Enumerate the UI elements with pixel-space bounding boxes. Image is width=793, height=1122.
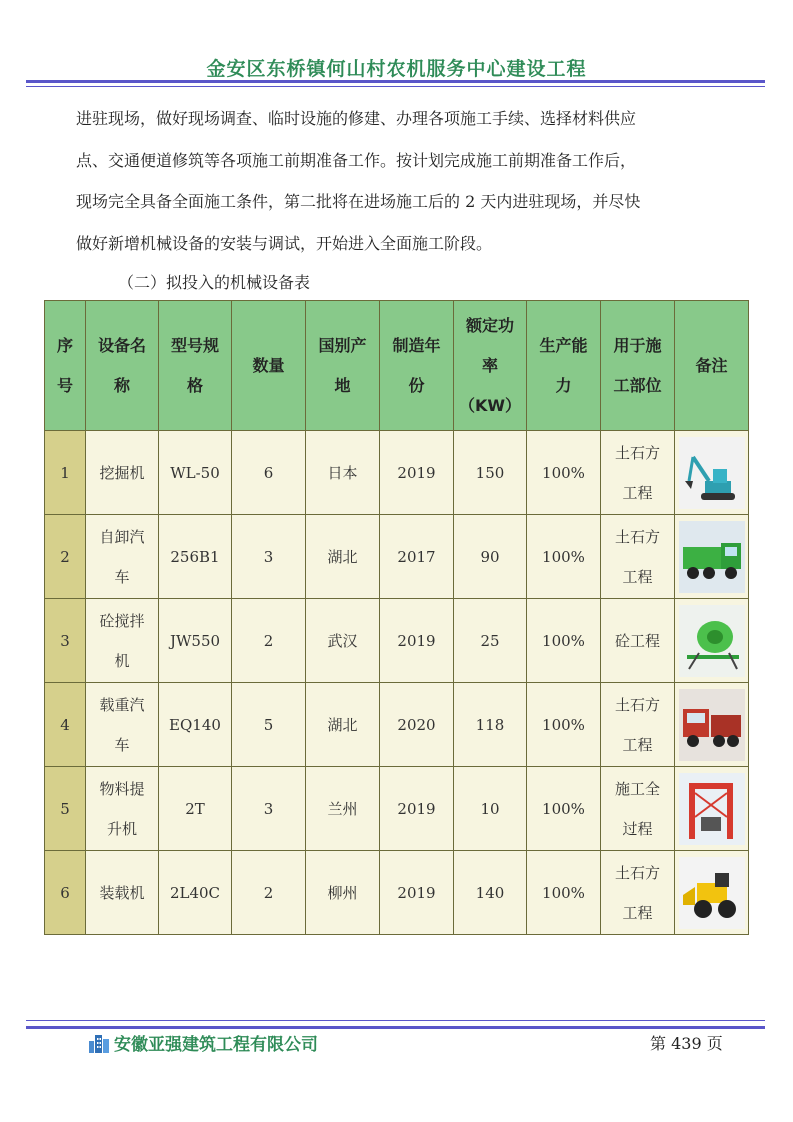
cell-text: 物料提 (99, 779, 145, 798)
cell-text: 100% (542, 883, 585, 902)
header-text: 额定功 (465, 315, 514, 335)
cell-text: 2020 (397, 715, 436, 734)
dump-truck-image (679, 521, 745, 593)
cell-text: 25 (480, 631, 500, 650)
cell-text: 湖北 (327, 715, 358, 734)
cell-usage (601, 515, 675, 599)
cell-text: 工程 (622, 903, 653, 922)
cell-text: 自卸汽 (99, 527, 145, 546)
cell-text: 湖北 (327, 547, 358, 566)
header-text: 工部位 (613, 375, 662, 395)
cell-usage (601, 683, 675, 767)
cell-text: 5 (263, 715, 274, 734)
cell-text: 工程 (622, 483, 653, 502)
header-year (380, 301, 454, 431)
cell-year (380, 515, 454, 599)
header-name (86, 301, 159, 431)
cell-text: 3 (263, 547, 274, 566)
cell-qty (232, 515, 306, 599)
table-row (45, 683, 749, 767)
table-row (45, 431, 749, 515)
cell-origin (306, 683, 380, 767)
cell-text: 过程 (622, 819, 653, 838)
header-qty (232, 301, 306, 431)
table-body (45, 431, 749, 935)
cell-qty (232, 851, 306, 935)
cell-origin (306, 851, 380, 935)
header-text: 国别产 (318, 335, 367, 355)
header-text: 力 (555, 375, 572, 395)
cell-year (380, 851, 454, 935)
cell-text: 6 (60, 883, 70, 902)
cell-text: 工程 (622, 567, 653, 586)
cell-model (159, 767, 232, 851)
header-origin (306, 301, 380, 431)
cell-text: 机 (114, 651, 130, 670)
cell-qty (232, 431, 306, 515)
cell-capacity (527, 431, 601, 515)
cell-no (45, 515, 86, 599)
cell-text: 2019 (397, 631, 436, 650)
cell-capacity (527, 599, 601, 683)
header-rule-thin (26, 86, 765, 87)
cell-year (380, 599, 454, 683)
header-text: 型号规 (170, 335, 219, 355)
cell-text: 2 (263, 883, 274, 902)
cell-text: 工程 (622, 735, 653, 754)
cell-qty (232, 599, 306, 683)
cell-text: 日本 (327, 463, 358, 482)
cell-text: 100% (542, 715, 585, 734)
cell-year (380, 767, 454, 851)
header-text: 份 (408, 375, 425, 395)
cell-text: 挖掘机 (99, 463, 145, 482)
footer-rule-thin (26, 1020, 765, 1021)
cell-remark (675, 683, 749, 767)
cell-power (454, 683, 527, 767)
cell-text: 118 (475, 715, 505, 734)
cell-remark (675, 851, 749, 935)
cell-text: 2019 (397, 799, 436, 818)
cell-power (454, 851, 527, 935)
cell-qty (232, 767, 306, 851)
cell-remark (675, 767, 749, 851)
cell-name (86, 431, 159, 515)
building-icon (88, 1033, 110, 1053)
cell-year (380, 431, 454, 515)
cell-text: JW550 (169, 631, 221, 650)
cell-text: 土石方 (614, 443, 660, 462)
cell-remark (675, 515, 749, 599)
cell-name (86, 767, 159, 851)
header-text: 地 (334, 375, 351, 395)
cell-text: 90 (480, 547, 500, 566)
table-row (45, 851, 749, 935)
header-no (45, 301, 86, 431)
equipment-table (44, 300, 749, 935)
cell-text: 2019 (397, 463, 436, 482)
cell-origin (306, 767, 380, 851)
cell-text: 100% (542, 631, 585, 650)
cell-remark (675, 599, 749, 683)
cell-text: 1 (60, 463, 70, 482)
cell-text: 10 (480, 799, 500, 818)
cell-text: 100% (542, 463, 585, 482)
cell-text: 3 (263, 799, 274, 818)
header-text: 设备名 (97, 335, 146, 355)
cell-text: 土石方 (614, 863, 660, 882)
cell-text: 2 (60, 547, 70, 566)
cell-text: 砼搅拌 (99, 611, 145, 630)
header-text: 生产能 (539, 335, 588, 355)
header-power (454, 301, 527, 431)
cell-capacity (527, 851, 601, 935)
cell-power (454, 767, 527, 851)
cell-text: 土石方 (614, 527, 660, 546)
cell-text: 4 (60, 715, 70, 734)
table-header-row (45, 301, 749, 431)
paragraph-line: 进驻现场，做好现场调查、临时设施的修建、办理各项施工手续、选择材料供应 (76, 109, 637, 128)
cell-name (86, 683, 159, 767)
cell-text: 兰州 (327, 799, 358, 818)
wheel-loader-image (679, 857, 745, 929)
cell-usage (601, 851, 675, 935)
header-text: 率 (481, 355, 498, 375)
cell-capacity (527, 683, 601, 767)
cell-text: 砼工程 (614, 631, 660, 650)
cell-power (454, 599, 527, 683)
cell-model (159, 431, 232, 515)
cell-text: 车 (114, 735, 130, 754)
header-text: 格 (186, 375, 203, 395)
cell-model (159, 851, 232, 935)
cell-text: 2L40C (169, 883, 221, 902)
cell-model (159, 599, 232, 683)
footer-company (88, 1030, 318, 1055)
material-hoist-image (679, 773, 745, 845)
paragraph-line: 现场完全具备全面施工条件，第二批将在进场施工后的 2 天内进驻现场，并尽快 (76, 192, 641, 211)
cell-text: WL-50 (170, 463, 220, 482)
page-number: 第 439 页 (650, 1034, 723, 1053)
cell-no (45, 683, 86, 767)
header-rule-thick (26, 80, 765, 83)
section-heading: （二）拟投入的机械设备表 (118, 273, 311, 292)
cell-text: 2 (263, 631, 274, 650)
header-text: 称 (113, 375, 130, 395)
paragraph-line: 点、交通便道修筑等各项施工前期准备工作。按计划完成施工前期准备工作后， (76, 150, 637, 170)
footer-rule-thick (26, 1026, 765, 1029)
table-row (45, 767, 749, 851)
cell-usage (601, 767, 675, 851)
cell-text: 2T (185, 799, 205, 818)
cell-text: 车 (114, 567, 130, 586)
cell-text: 武汉 (327, 631, 358, 650)
cell-name (86, 515, 159, 599)
table-row (45, 599, 749, 683)
cell-text: 土石方 (614, 695, 660, 714)
cell-text: 升机 (106, 819, 137, 838)
cell-text: 5 (60, 799, 70, 818)
header-text: 序 (56, 335, 73, 355)
excavator-image (679, 437, 745, 509)
cell-usage (601, 431, 675, 515)
cell-model (159, 515, 232, 599)
header-text: 数量 (252, 355, 285, 375)
cell-no (45, 851, 86, 935)
cell-text: EQ140 (169, 715, 221, 734)
cell-name (86, 599, 159, 683)
cell-power (454, 515, 527, 599)
header-text: 制造年 (392, 335, 441, 355)
cell-text: 装载机 (99, 883, 145, 902)
cell-text: 100% (542, 799, 585, 818)
cell-text: 6 (263, 463, 274, 482)
cell-no (45, 599, 86, 683)
cell-capacity (527, 515, 601, 599)
header-remark (675, 301, 749, 431)
concrete-mixer-image (679, 605, 745, 677)
header-capacity (527, 301, 601, 431)
header-title: 金安区东桥镇何山村农机服务中心建设工程 (206, 58, 587, 80)
header-text: （KW） (458, 395, 522, 415)
cell-text: 256B1 (170, 547, 220, 566)
cell-text: 150 (475, 463, 505, 482)
body-paragraph (76, 98, 726, 264)
cell-year (380, 683, 454, 767)
header-text: 备注 (695, 355, 728, 375)
cell-remark (675, 431, 749, 515)
cell-qty (232, 683, 306, 767)
cell-text: 100% (542, 547, 585, 566)
header-text: 号 (56, 375, 73, 395)
cell-text: 2019 (397, 883, 436, 902)
cell-no (45, 431, 86, 515)
cell-usage (601, 599, 675, 683)
cell-capacity (527, 767, 601, 851)
cell-text: 140 (475, 883, 505, 902)
heavy-truck-image (679, 689, 745, 761)
cell-name (86, 851, 159, 935)
cell-text: 3 (60, 631, 70, 650)
company-name: 安徽亚强建筑工程有限公司 (114, 1035, 318, 1055)
cell-text: 施工全 (614, 779, 660, 798)
cell-origin (306, 515, 380, 599)
cell-model (159, 683, 232, 767)
cell-origin (306, 431, 380, 515)
cell-no (45, 767, 86, 851)
header-model (159, 301, 232, 431)
cell-text: 载重汽 (99, 695, 145, 714)
cell-text: 柳州 (327, 883, 358, 902)
cell-text: 2017 (397, 547, 436, 566)
cell-power (454, 431, 527, 515)
table-row (45, 515, 749, 599)
paragraph-line: 做好新增机械设备的安装与调试，开始进入全面施工阶段。 (76, 233, 493, 253)
cell-origin (306, 599, 380, 683)
header-text: 用于施 (613, 335, 662, 355)
header-usage (601, 301, 675, 431)
